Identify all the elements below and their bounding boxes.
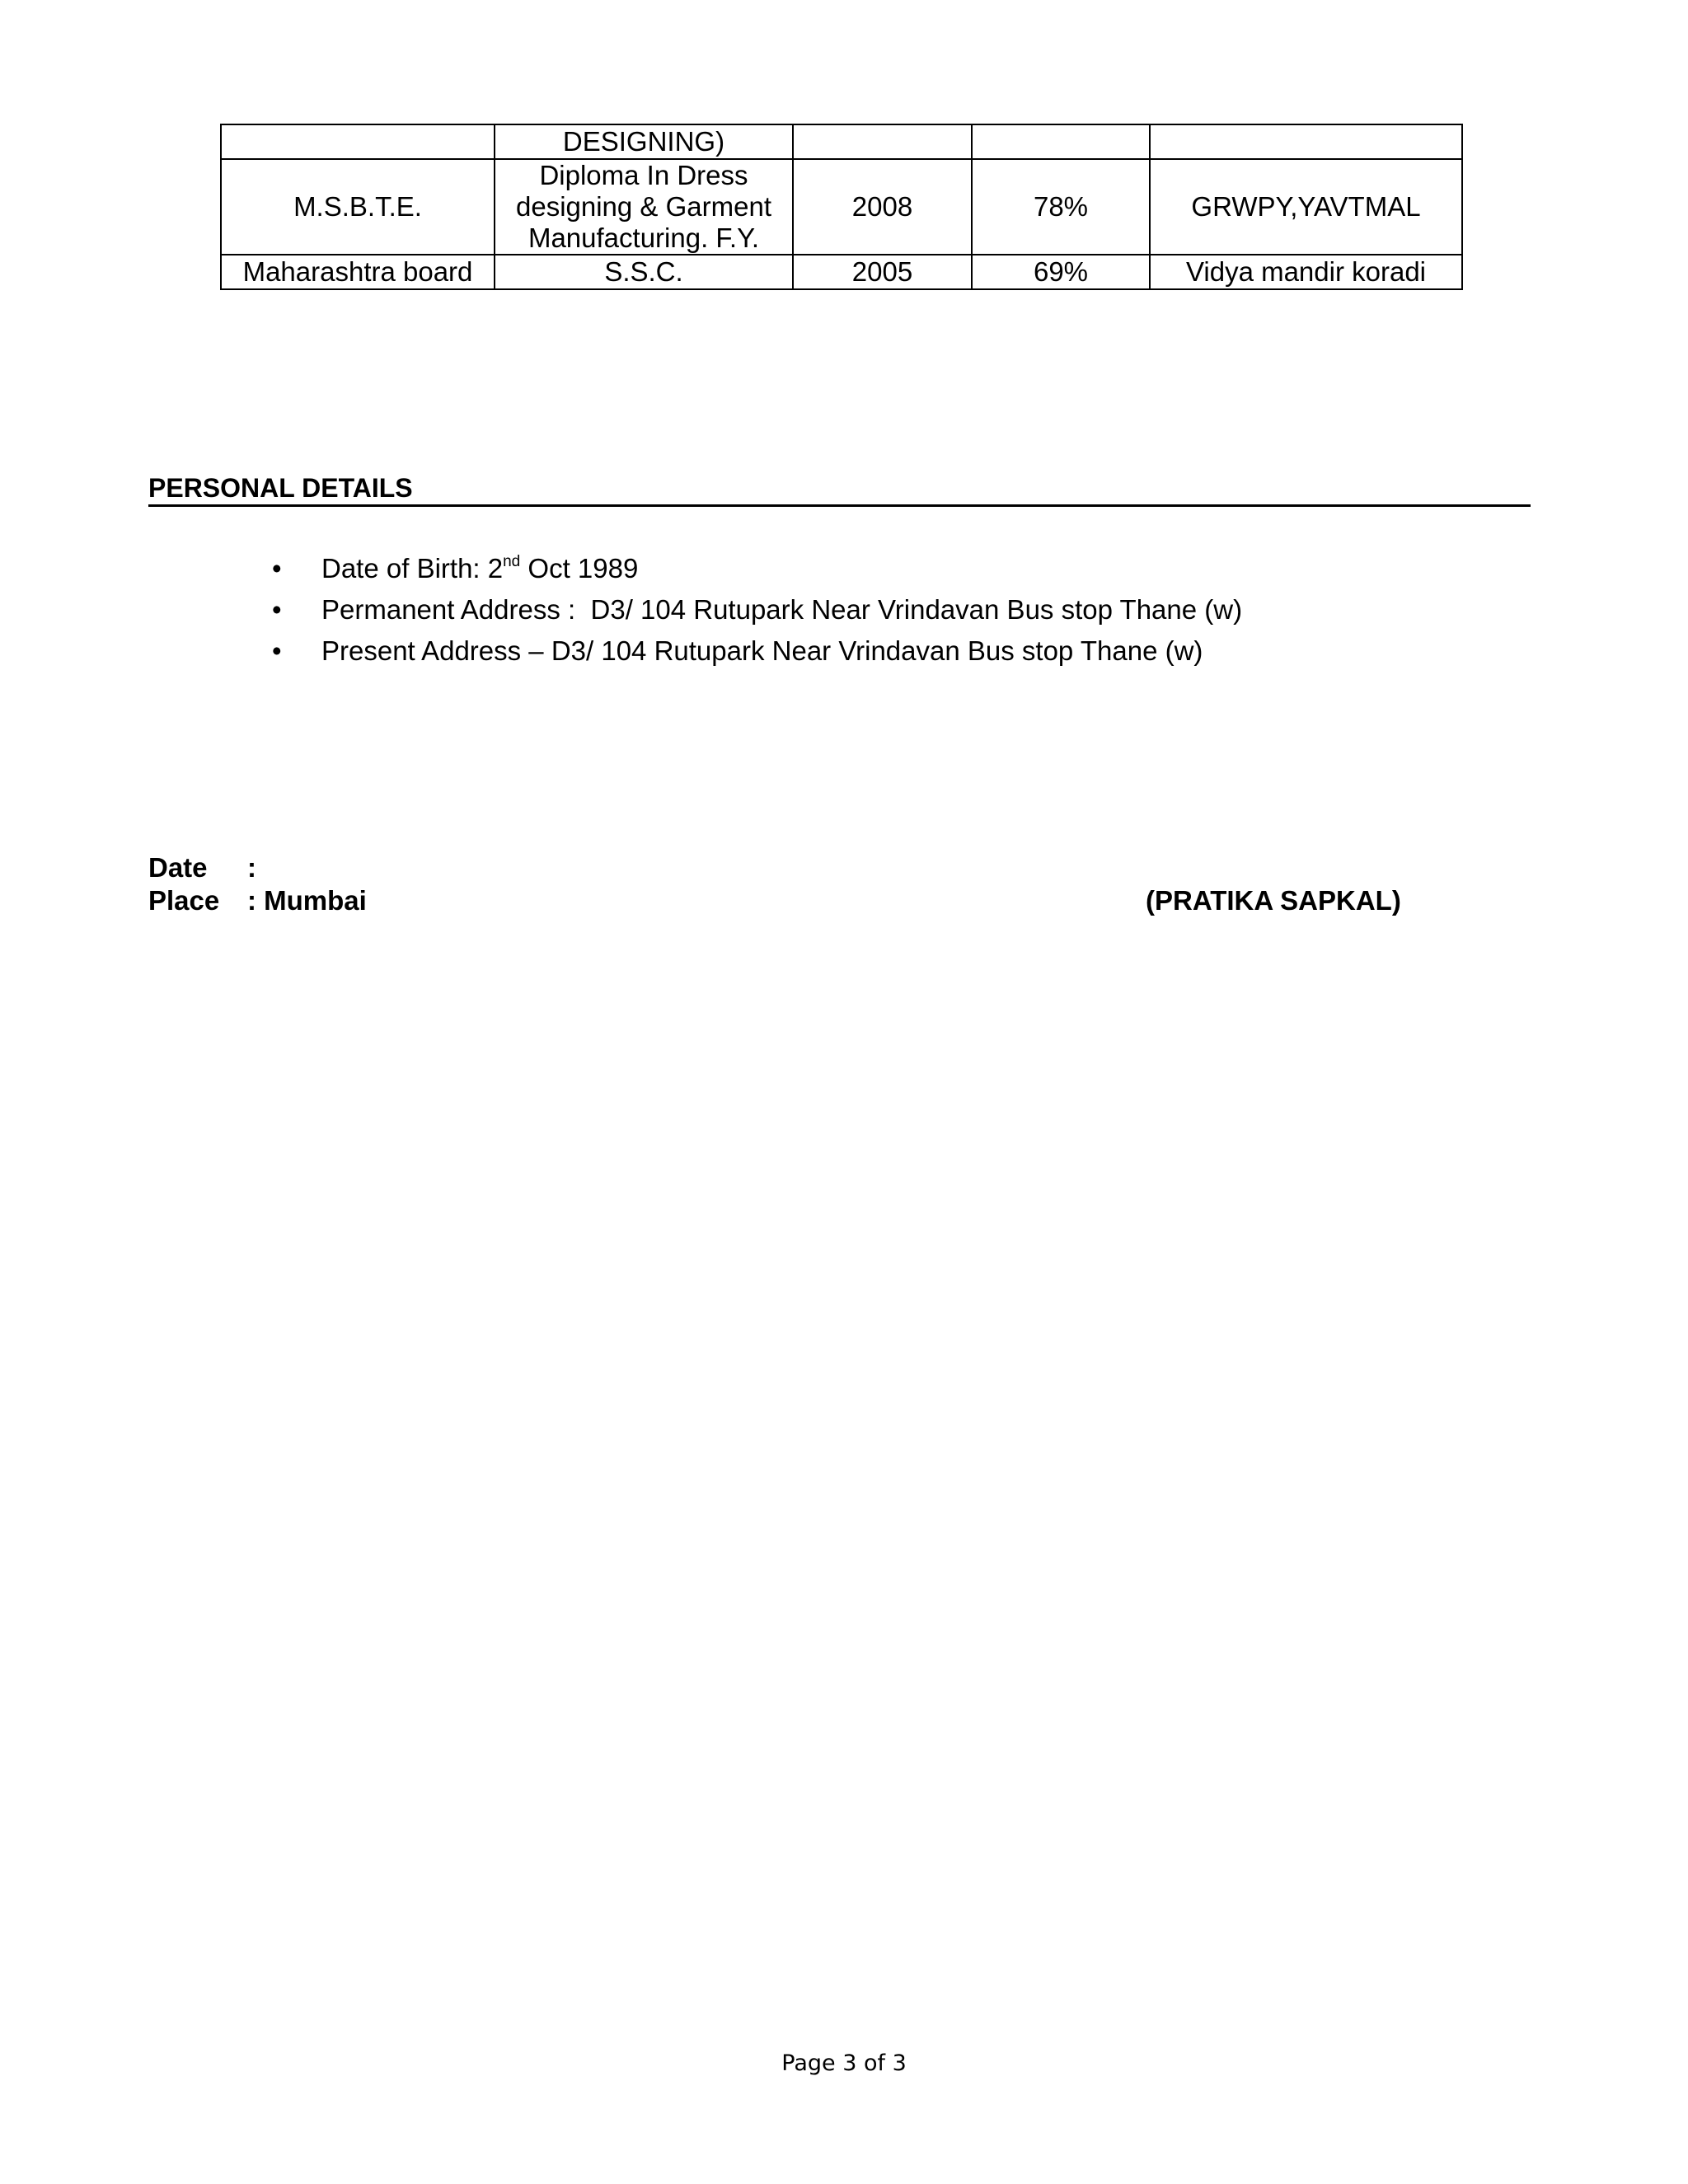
table-cell: [221, 124, 495, 159]
table-row: [221, 124, 1462, 159]
table-row: [221, 159, 1462, 255]
table-cell: 78%: [972, 159, 1150, 255]
permanent-address: Permanent Address : D3/ 104 Rutupark Near Vrindavan Bus stop Thane (w): [321, 594, 1243, 625]
place-label: Place: [148, 885, 220, 916]
table-cell-diploma: [495, 159, 793, 255]
table-cell: [793, 124, 972, 159]
table-cell: GRWPY,YAVTMAL: [1150, 159, 1462, 255]
present-address: Present Address – D3/ 104 Rutupark Near Vrindavan Bus stop Thane (w): [321, 635, 1203, 666]
list-item-dob: [272, 548, 1242, 589]
diploma-line: designing & Garment: [515, 191, 771, 222]
date-label: Date: [148, 852, 208, 883]
table-cell: [1150, 124, 1462, 159]
bullet-icon: •: [272, 635, 282, 666]
table-row: [221, 255, 1462, 289]
bullet-icon: •: [272, 553, 282, 583]
table-cell: M.S.B.T.E.: [221, 159, 495, 255]
personal-details-list: [272, 548, 1242, 672]
dob-superscript: nd: [503, 553, 521, 570]
bullet-icon: •: [272, 594, 282, 625]
page-number: Page 3 of 3: [781, 2050, 907, 2076]
diploma-line: Manufacturing. F.Y.: [528, 223, 760, 253]
table-cell: S.S.C.: [495, 255, 793, 289]
table-cell: 69%: [972, 255, 1150, 289]
list-item-permanent-address: [272, 589, 1242, 630]
personal-details-heading: PERSONAL DETAILS: [148, 471, 1531, 507]
table-cell: Maharashtra board: [221, 255, 495, 289]
table-cell: 2005: [793, 255, 972, 289]
table-cell: DESIGNING): [495, 124, 793, 159]
place-value: : Mumbai: [247, 885, 367, 916]
diploma-line: Diploma In Dress: [539, 160, 748, 190]
date-value: :: [247, 852, 256, 883]
education-table: [220, 124, 1463, 290]
date-line: [148, 851, 256, 884]
place-line: [148, 884, 367, 917]
signature-name: (PRATIKA SAPKAL): [1146, 885, 1401, 916]
table-cell: 2008: [793, 159, 972, 255]
dob-rest: Oct 1989: [520, 553, 639, 583]
table-cell: Vidya mandir koradi: [1150, 255, 1462, 289]
list-item-present-address: [272, 630, 1242, 672]
dob-label: Date of Birth: 2: [321, 553, 504, 583]
table-cell: [972, 124, 1150, 159]
